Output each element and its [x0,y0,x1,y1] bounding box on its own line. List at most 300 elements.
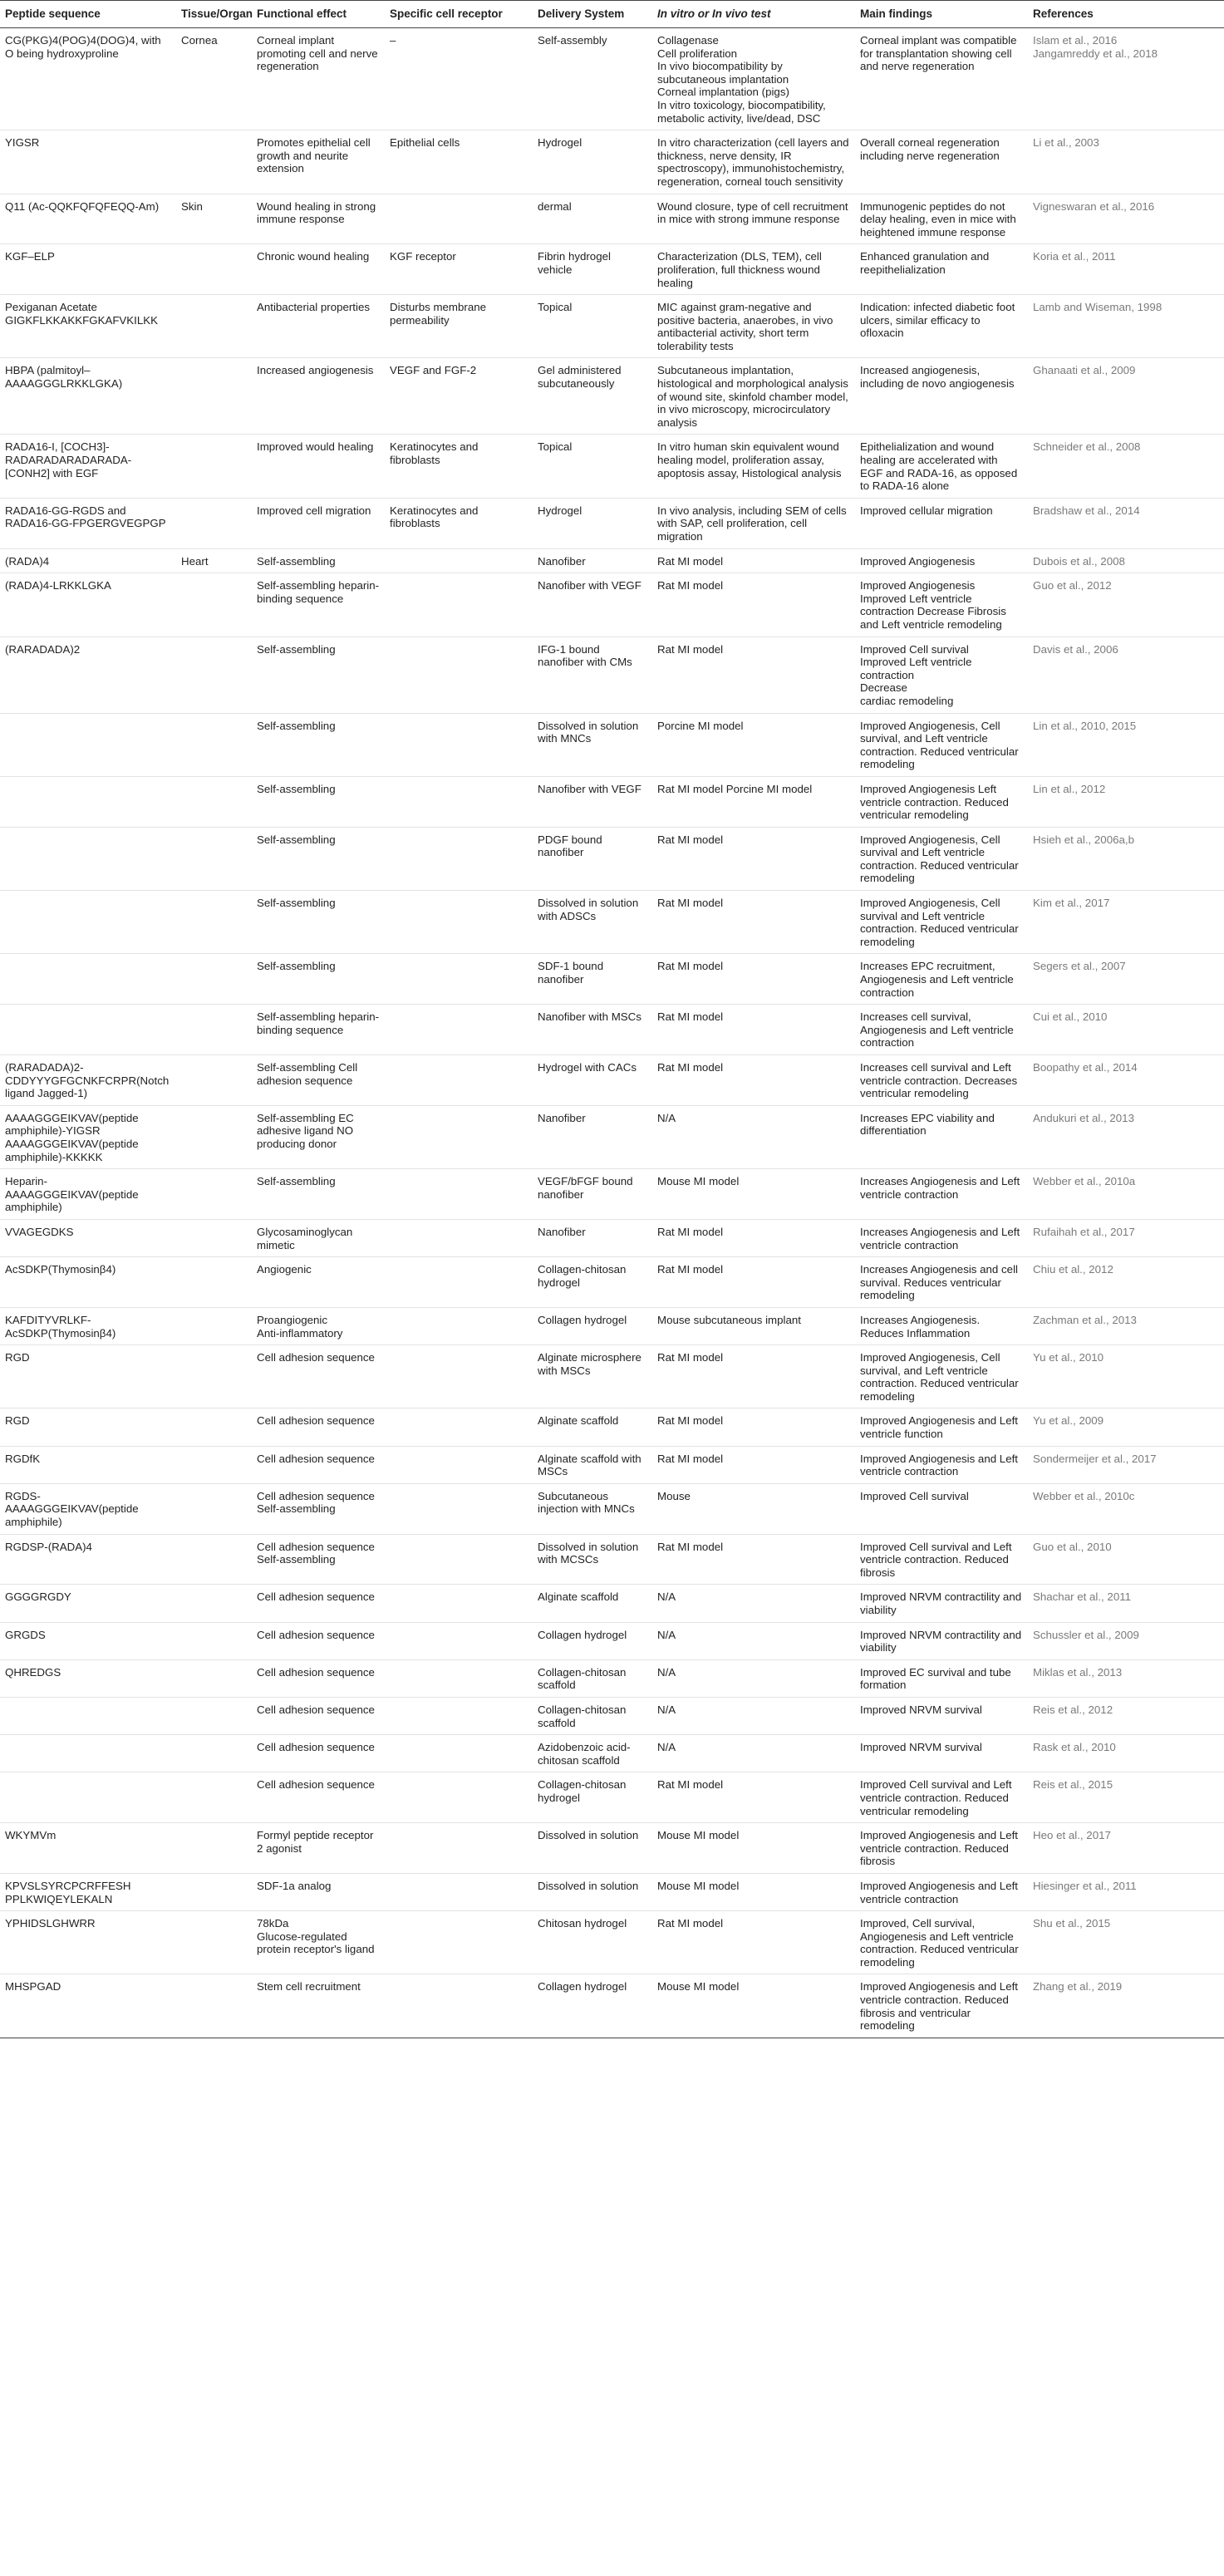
cell-functional-effect: Chronic wound healing [252,244,385,295]
cell-specific-receptor [385,1408,533,1446]
cell-specific-receptor: Keratinocytes and fibroblasts [385,498,533,548]
cell-tissue-organ [176,244,252,295]
cell-test: Rat MI model [652,827,855,890]
cell-functional-effect: Self-assembling [252,891,385,954]
cell-tissue-organ [176,1534,252,1585]
cell-main-findings: Improved Angiogenesis, Cell survival, and Left ventricle contraction. Reduced ventricular remodeling [855,713,1028,776]
cell-specific-receptor [385,827,533,890]
table-row [0,1873,1224,1910]
cell-references: Miklas et al., 2013 [1028,1659,1224,1697]
cell-functional-effect: Self-assembling [252,637,385,713]
cell-tissue-organ [176,1622,252,1659]
cell-functional-effect: Improved cell migration [252,498,385,548]
cell-functional-effect: Cell adhesion sequence [252,1408,385,1446]
cell-peptide-sequence: GGGGRGDY [0,1585,176,1622]
cell-test: Rat MI model [652,1257,855,1308]
table-row [0,28,1224,130]
cell-functional-effect: Self-assembling EC adhesive ligand NO producing donor [252,1105,385,1168]
cell-specific-receptor: – [385,28,533,130]
cell-tissue-organ [176,573,252,637]
cell-delivery-system: Hydrogel with CACs [533,1055,652,1106]
cell-specific-receptor [385,1446,533,1483]
cell-functional-effect: Cell adhesion sequence [252,1697,385,1734]
cell-delivery-system: Azidobenzoic acid-chitosan scaffold [533,1735,652,1772]
cell-specific-receptor [385,1005,533,1055]
cell-test: N/A [652,1622,855,1659]
cell-main-findings: Enhanced granulation and reepithelialization [855,244,1028,295]
header-tissue-organ: Tissue/Organ [176,1,252,28]
cell-delivery-system: Alginate scaffold [533,1408,652,1446]
cell-references: Segers et al., 2007 [1028,954,1224,1005]
header-main-findings: Main findings [855,1,1028,28]
table-row [0,244,1224,295]
table-row [0,130,1224,194]
cell-peptide-sequence [0,776,176,827]
cell-peptide-sequence [0,891,176,954]
cell-tissue-organ [176,1169,252,1220]
cell-test: Rat MI model [652,1446,855,1483]
cell-references: Islam et al., 2016 Jangamreddy et al., 2018 [1028,28,1224,130]
table-row [0,295,1224,358]
cell-delivery-system: Dissolved in solution with ADSCs [533,891,652,954]
table-row [0,637,1224,713]
table-row [0,954,1224,1005]
cell-tissue-organ [176,1697,252,1734]
cell-delivery-system: Hydrogel [533,130,652,194]
cell-peptide-sequence: MHSPGAD [0,1974,176,2038]
cell-references: Koria et al., 2011 [1028,244,1224,295]
table-row [0,1169,1224,1220]
cell-delivery-system: PDGF bound nanofiber [533,827,652,890]
cell-specific-receptor [385,1974,533,2038]
cell-delivery-system: Dissolved in solution [533,1823,652,1874]
cell-peptide-sequence [0,1735,176,1772]
cell-test: Rat MI model [652,573,855,637]
cell-main-findings: Improved Angiogenesis and Left ventricle contraction [855,1446,1028,1483]
table-row [0,1659,1224,1697]
cell-specific-receptor [385,891,533,954]
cell-test: N/A [652,1105,855,1168]
cell-tissue-organ: Skin [176,194,252,244]
cell-tissue-organ [176,1055,252,1106]
cell-main-findings: Improved Angiogenesis Left ventricle contraction. Reduced ventricular remodeling [855,776,1028,827]
cell-tissue-organ [176,1483,252,1534]
cell-delivery-system: SDF-1 bound nanofiber [533,954,652,1005]
cell-main-findings: Increases EPC recruitment, Angiogenesis and Left ventricle contraction [855,954,1028,1005]
cell-tissue-organ [176,1105,252,1168]
cell-functional-effect: Self-assembling [252,954,385,1005]
cell-delivery-system: Nanofiber [533,548,652,573]
cell-tissue-organ [176,130,252,194]
cell-peptide-sequence: Q11 (Ac-QQKFQFQFEQQ-Am) [0,194,176,244]
cell-main-findings: Improved Angiogenesis Improved Left ventricle contraction Decrease Fibrosis and Left ventricle remodeling [855,573,1028,637]
cell-test: N/A [652,1585,855,1622]
cell-main-findings: Increases Angiogenesis and cell survival. Reduces ventricular remodeling [855,1257,1028,1308]
header-row [0,1,1224,28]
cell-test: Mouse MI model [652,1974,855,2038]
cell-peptide-sequence: RGDS-AAAAGGGEIKVAV(peptide amphiphile) [0,1483,176,1534]
cell-main-findings: Improved Cell survival [855,1483,1028,1534]
cell-functional-effect: Glycosaminoglycan mimetic [252,1219,385,1256]
cell-references: Ghanaati et al., 2009 [1028,358,1224,435]
cell-peptide-sequence: AAAAGGGEIKVAV(peptide amphiphile)-YIGSR AAAAGGGEIKVAV(peptide amphiphile)-KKKKK [0,1105,176,1168]
cell-specific-receptor [385,1585,533,1622]
cell-main-findings: Improved Cell survival Improved Left ventricle contraction Decrease cardiac remodeling [855,637,1028,713]
cell-delivery-system: Chitosan hydrogel [533,1911,652,1974]
table-row [0,1585,1224,1622]
cell-references: Webber et al., 2010a [1028,1169,1224,1220]
cell-functional-effect: Self-assembling [252,713,385,776]
table-row [0,1307,1224,1345]
cell-specific-receptor [385,548,533,573]
cell-references: Yu et al., 2010 [1028,1345,1224,1408]
cell-test: Collagenase Cell proliferation In vivo biocompatibility by subcutaneous implantation Corneal implantation (pigs) In vitro toxicology, biocompatibility, metabolic activity, live/dead, DSC [652,28,855,130]
cell-test: Subcutaneous implantation, histological and morphological analysis of wound site, skinfold chamber model, in vivo microscopy, microcirculatory analysis [652,358,855,435]
cell-main-findings: Improved Cell survival and Left ventricle contraction. Reduced fibrosis [855,1534,1028,1585]
cell-tissue-organ [176,358,252,435]
cell-references: Rask et al., 2010 [1028,1735,1224,1772]
cell-tissue-organ [176,1585,252,1622]
cell-delivery-system: dermal [533,194,652,244]
cell-delivery-system: Alginate microsphere with MSCs [533,1345,652,1408]
cell-tissue-organ [176,498,252,548]
cell-functional-effect: Antibacterial properties [252,295,385,358]
cell-peptide-sequence [0,713,176,776]
cell-delivery-system: Nanofiber with MSCs [533,1005,652,1055]
cell-main-findings: Increases Angiogenesis and Left ventricle contraction [855,1219,1028,1256]
cell-delivery-system: Alginate scaffold [533,1585,652,1622]
table-body [0,28,1224,2038]
cell-references: Bradshaw et al., 2014 [1028,498,1224,548]
cell-test: Porcine MI model [652,713,855,776]
cell-main-findings: Increases cell survival and Left ventricle contraction. Decreases ventricular remodeling [855,1055,1028,1106]
cell-references: Lamb and Wiseman, 1998 [1028,295,1224,358]
cell-peptide-sequence: KPVSLSYRCPCRFFESH PPLKWIQEYLEKALN [0,1873,176,1910]
cell-functional-effect: Cell adhesion sequence [252,1622,385,1659]
cell-main-findings: Improved NRVM survival [855,1697,1028,1734]
table-row [0,1257,1224,1308]
table-row [0,194,1224,244]
cell-specific-receptor [385,1483,533,1534]
cell-tissue-organ [176,1974,252,2038]
cell-specific-receptor: KGF receptor [385,244,533,295]
cell-test: In vivo analysis, including SEM of cells with SAP, cell proliferation, cell migration [652,498,855,548]
cell-peptide-sequence: HBPA (palmitoyl–AAAAGGGLRKKLGKA) [0,358,176,435]
cell-specific-receptor [385,1873,533,1910]
cell-main-findings: Improved Angiogenesis, Cell survival, and Left ventricle contraction. Reduced ventricular remodeling [855,1345,1028,1408]
cell-tissue-organ [176,435,252,498]
cell-functional-effect: Increased angiogenesis [252,358,385,435]
table-row [0,1697,1224,1734]
cell-functional-effect: Wound healing in strong immune response [252,194,385,244]
cell-delivery-system: Collagen hydrogel [533,1622,652,1659]
cell-functional-effect: Cell adhesion sequence Self-assembling [252,1483,385,1534]
table-row [0,358,1224,435]
table-row [0,1345,1224,1408]
table-row [0,548,1224,573]
cell-delivery-system: Topical [533,295,652,358]
cell-specific-receptor: Disturbs membrane permeability [385,295,533,358]
cell-specific-receptor [385,1307,533,1345]
cell-references: Reis et al., 2015 [1028,1772,1224,1823]
cell-references: Zhang et al., 2019 [1028,1974,1224,2038]
cell-main-findings: Immunogenic peptides do not delay healing, even in mice with heightened immune response [855,194,1028,244]
cell-main-findings: Improved EC survival and tube formation [855,1659,1028,1697]
cell-tissue-organ [176,1659,252,1697]
cell-delivery-system: Collagen hydrogel [533,1974,652,2038]
cell-test: Mouse MI model [652,1873,855,1910]
cell-main-findings: Improved Angiogenesis, Cell survival and Left ventricle contraction. Reduced ventricular remodeling [855,891,1028,954]
cell-delivery-system: Dissolved in solution [533,1873,652,1910]
cell-delivery-system: Alginate scaffold with MSCs [533,1446,652,1483]
cell-peptide-sequence: AcSDKP(Thymosinβ4) [0,1257,176,1308]
cell-main-findings: Improved Angiogenesis and Left ventricle contraction. Reduced fibrosis [855,1823,1028,1874]
cell-test: Rat MI model [652,954,855,1005]
cell-references: Shachar et al., 2011 [1028,1585,1224,1622]
cell-main-findings: Improved Cell survival and Left ventricle contraction. Reduced ventricular remodeling [855,1772,1028,1823]
cell-test: Rat MI model Porcine MI model [652,776,855,827]
cell-specific-receptor: VEGF and FGF-2 [385,358,533,435]
cell-references: Yu et al., 2009 [1028,1408,1224,1446]
cell-specific-receptor [385,1219,533,1256]
cell-functional-effect: Cell adhesion sequence [252,1585,385,1622]
cell-delivery-system: Collagen-chitosan scaffold [533,1659,652,1697]
cell-specific-receptor [385,1735,533,1772]
cell-tissue-organ [176,1345,252,1408]
table-row [0,1055,1224,1106]
cell-delivery-system: Subcutaneous injection with MNCs [533,1483,652,1534]
cell-peptide-sequence: RADA16-I, [COCH3]-RADARADARADARADA-[CONH2] with EGF [0,435,176,498]
table-row [0,1105,1224,1168]
cell-delivery-system: Topical [533,435,652,498]
cell-tissue-organ: Heart [176,548,252,573]
cell-main-findings: Improved Angiogenesis [855,548,1028,573]
cell-main-findings: Improved NRVM contractility and viability [855,1585,1028,1622]
cell-functional-effect: Self-assembling heparin-binding sequence [252,573,385,637]
cell-main-findings: Indication: infected diabetic foot ulcers, similar efficacy to ofloxacin [855,295,1028,358]
cell-peptide-sequence: QHREDGS [0,1659,176,1697]
cell-specific-receptor [385,1345,533,1408]
cell-specific-receptor [385,776,533,827]
cell-peptide-sequence: KAFDITYVRLKF-AcSDKP(Thymosinβ4) [0,1307,176,1345]
cell-delivery-system: Gel administered subcutaneously [533,358,652,435]
cell-functional-effect: Self-assembling Cell adhesion sequence [252,1055,385,1106]
cell-test: Rat MI model [652,637,855,713]
cell-test: Mouse MI model [652,1169,855,1220]
cell-tissue-organ [176,954,252,1005]
table-row [0,1219,1224,1256]
cell-delivery-system: Collagen-chitosan hydrogel [533,1257,652,1308]
cell-functional-effect: Cell adhesion sequence [252,1772,385,1823]
cell-tissue-organ [176,637,252,713]
cell-references: Reis et al., 2012 [1028,1697,1224,1734]
table-row [0,435,1224,498]
cell-references: Schneider et al., 2008 [1028,435,1224,498]
cell-references: Webber et al., 2010c [1028,1483,1224,1534]
cell-specific-receptor [385,1169,533,1220]
cell-specific-receptor [385,1659,533,1697]
table-row [0,1446,1224,1483]
cell-delivery-system: Fibrin hydrogel vehicle [533,244,652,295]
cell-peptide-sequence: WKYMVm [0,1823,176,1874]
table-row [0,1622,1224,1659]
table-row [0,1974,1224,2038]
cell-specific-receptor: Epithelial cells [385,130,533,194]
cell-functional-effect: Self-assembling [252,548,385,573]
cell-delivery-system: Collagen hydrogel [533,1307,652,1345]
cell-references: Schussler et al., 2009 [1028,1622,1224,1659]
cell-references: Cui et al., 2010 [1028,1005,1224,1055]
cell-test: Rat MI model [652,1219,855,1256]
table-row [0,827,1224,890]
cell-tissue-organ [176,1005,252,1055]
cell-main-findings: Increases cell survival, Angiogenesis and Left ventricle contraction [855,1005,1028,1055]
table-row [0,776,1224,827]
cell-references: Boopathy et al., 2014 [1028,1055,1224,1106]
cell-specific-receptor [385,1772,533,1823]
cell-peptide-sequence: CG(PKG)4(POG)4(DOG)4, with O being hydroxyproline [0,28,176,130]
cell-main-findings: Increases Angiogenesis and Left ventricle contraction [855,1169,1028,1220]
cell-specific-receptor [385,1622,533,1659]
cell-main-findings: Epithelialization and wound healing are accelerated with EGF and RADA-16, as opposed to RADA-16 alone [855,435,1028,498]
cell-references: Shu et al., 2015 [1028,1911,1224,1974]
cell-peptide-sequence: RGDSP-(RADA)4 [0,1534,176,1585]
cell-functional-effect: Stem cell recruitment [252,1974,385,2038]
cell-references: Li et al., 2003 [1028,130,1224,194]
cell-test: Rat MI model [652,1408,855,1446]
cell-main-findings: Improved NRVM survival [855,1735,1028,1772]
cell-specific-receptor [385,1534,533,1585]
cell-test: Rat MI model [652,1772,855,1823]
cell-specific-receptor [385,637,533,713]
cell-functional-effect: Self-assembling [252,776,385,827]
cell-main-findings: Increases Angiogenesis. Reduces Inflammation [855,1307,1028,1345]
cell-peptide-sequence [0,827,176,890]
cell-tissue-organ [176,776,252,827]
cell-tissue-organ [176,713,252,776]
cell-delivery-system: Nanofiber with VEGF [533,776,652,827]
cell-specific-receptor [385,1055,533,1106]
cell-references: Andukuri et al., 2013 [1028,1105,1224,1168]
cell-test: Rat MI model [652,548,855,573]
cell-tissue-organ [176,1873,252,1910]
cell-test: In vitro human skin equivalent wound healing model, proliferation assay, apoptosis assay, Histological analysis [652,435,855,498]
cell-tissue-organ [176,1257,252,1308]
cell-references: Sondermeijer et al., 2017 [1028,1446,1224,1483]
cell-delivery-system: Dissolved in solution with MCSCs [533,1534,652,1585]
cell-peptide-sequence [0,1772,176,1823]
cell-peptide-sequence: RADA16-GG-RGDS and RADA16-GG-FPGERGVEGPGP [0,498,176,548]
table-row [0,1534,1224,1585]
cell-specific-receptor: Keratinocytes and fibroblasts [385,435,533,498]
cell-specific-receptor [385,1823,533,1874]
cell-peptide-sequence: (RARADADA)2-CDDYYYGFGCNKFCRPR(Notch ligand Jagged-1) [0,1055,176,1106]
cell-specific-receptor [385,1105,533,1168]
cell-references: Heo et al., 2017 [1028,1823,1224,1874]
cell-functional-effect: Self-assembling [252,1169,385,1220]
cell-test: N/A [652,1735,855,1772]
cell-functional-effect: Self-assembling [252,827,385,890]
cell-peptide-sequence: YIGSR [0,130,176,194]
cell-functional-effect: Cell adhesion sequence [252,1735,385,1772]
header-peptide-sequence: Peptide sequence [0,1,176,28]
cell-delivery-system: Nanofiber [533,1219,652,1256]
cell-functional-effect: Self-assembling heparin-binding sequence [252,1005,385,1055]
cell-main-findings: Improved Angiogenesis, Cell survival and Left ventricle contraction. Reduced ventricular remodeling [855,827,1028,890]
cell-functional-effect: Improved would healing [252,435,385,498]
cell-references: Guo et al., 2012 [1028,573,1224,637]
cell-functional-effect: Cell adhesion sequence [252,1446,385,1483]
table-row [0,1483,1224,1534]
cell-delivery-system: Collagen-chitosan hydrogel [533,1772,652,1823]
cell-functional-effect: Cell adhesion sequence [252,1659,385,1697]
cell-references: Chiu et al., 2012 [1028,1257,1224,1308]
header-references: References [1028,1,1224,28]
cell-delivery-system: IFG-1 bound nanofiber with CMs [533,637,652,713]
cell-specific-receptor [385,713,533,776]
cell-test: Rat MI model [652,1345,855,1408]
header-functional-effect: Functional effect [252,1,385,28]
cell-delivery-system: Nanofiber [533,1105,652,1168]
cell-peptide-sequence [0,1697,176,1734]
cell-functional-effect: SDF-1a analog [252,1873,385,1910]
cell-peptide-sequence: YPHIDSLGHWRR [0,1911,176,1974]
cell-tissue-organ [176,1219,252,1256]
cell-test: Rat MI model [652,1055,855,1106]
cell-delivery-system: Dissolved in solution with MNCs [533,713,652,776]
cell-references: Hsieh et al., 2006a,b [1028,827,1224,890]
cell-tissue-organ [176,1772,252,1823]
table-row [0,891,1224,954]
cell-test: MIC against gram-negative and positive bacteria, anaerobes, in vivo antibacterial activity, short term tolerability tests [652,295,855,358]
cell-references: Guo et al., 2010 [1028,1534,1224,1585]
cell-peptide-sequence [0,954,176,1005]
cell-references: Kim et al., 2017 [1028,891,1224,954]
cell-references: Davis et al., 2006 [1028,637,1224,713]
cell-main-findings: Improved Angiogenesis and Left ventricle contraction [855,1873,1028,1910]
cell-references: Dubois et al., 2008 [1028,548,1224,573]
cell-peptide-sequence [0,1005,176,1055]
cell-main-findings: Increases EPC viability and differentiation [855,1105,1028,1168]
cell-functional-effect: 78kDa Glucose-regulated protein receptor's ligand [252,1911,385,1974]
table-row [0,713,1224,776]
cell-peptide-sequence: (RADA)4-LRKKLGKA [0,573,176,637]
cell-tissue-organ [176,1408,252,1446]
cell-references: Hiesinger et al., 2011 [1028,1873,1224,1910]
cell-tissue-organ [176,295,252,358]
cell-tissue-organ [176,891,252,954]
cell-functional-effect: Angiogenic [252,1257,385,1308]
cell-functional-effect: Proangiogenic Anti-inflammatory [252,1307,385,1345]
cell-main-findings: Corneal implant was compatible for transplantation showing cell and nerve regeneration [855,28,1028,130]
cell-specific-receptor [385,954,533,1005]
cell-main-findings: Improved cellular migration [855,498,1028,548]
cell-peptide-sequence: RGDfK [0,1446,176,1483]
cell-references: Vigneswaran et al., 2016 [1028,194,1224,244]
cell-references: Zachman et al., 2013 [1028,1307,1224,1345]
cell-peptide-sequence: Pexiganan Acetate GIGKFLKKAKKFGKAFVKILKK [0,295,176,358]
table-row [0,1911,1224,1974]
cell-main-findings: Overall corneal regeneration including nerve regeneration [855,130,1028,194]
cell-test: N/A [652,1659,855,1697]
cell-test: Rat MI model [652,1911,855,1974]
cell-functional-effect: Cell adhesion sequence [252,1345,385,1408]
cell-peptide-sequence: VVAGEGDKS [0,1219,176,1256]
cell-test: Characterization (DLS, TEM), cell proliferation, full thickness wound healing [652,244,855,295]
cell-references: Lin et al., 2012 [1028,776,1224,827]
cell-specific-receptor [385,573,533,637]
cell-delivery-system: VEGF/bFGF bound nanofiber [533,1169,652,1220]
